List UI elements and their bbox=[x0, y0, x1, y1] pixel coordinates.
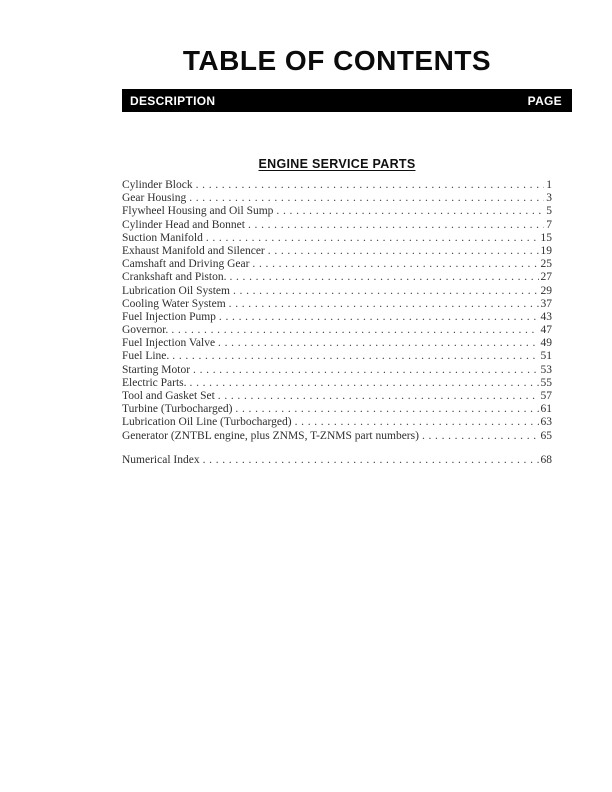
toc-entry bbox=[122, 403, 552, 416]
toc-entry bbox=[122, 416, 552, 429]
dot-leader bbox=[169, 350, 538, 363]
toc-entry bbox=[122, 454, 552, 467]
toc-entry-page: 68 bbox=[540, 453, 552, 466]
dot-leader bbox=[168, 324, 538, 337]
toc-entry-page: 37 bbox=[540, 297, 552, 310]
dot-leader bbox=[215, 337, 538, 350]
dot-leader bbox=[193, 179, 545, 192]
toc-entry-label: Lubrication Oil Line (Turbocharged) bbox=[122, 416, 292, 429]
toc-entry bbox=[122, 271, 552, 284]
toc-entry bbox=[122, 245, 552, 258]
toc-entry-label: Lubrication Oil System bbox=[122, 284, 230, 297]
toc-entry-page: 27 bbox=[540, 271, 552, 284]
toc-entry-label: Tool and Gasket Set bbox=[122, 390, 215, 402]
toc-entry-label: Cylinder Head and Bonnet bbox=[122, 218, 245, 231]
toc-entry-label: Governor. bbox=[122, 324, 169, 337]
toc-entry bbox=[122, 337, 552, 350]
toc-entry-page: 63 bbox=[540, 416, 552, 429]
toc-entry bbox=[122, 364, 552, 377]
toc-entry bbox=[122, 205, 552, 218]
toc-entry bbox=[122, 377, 552, 390]
toc-entry-page: 29 bbox=[540, 284, 552, 297]
dot-leader bbox=[226, 271, 538, 284]
toc-entry-page: 55 bbox=[540, 376, 552, 389]
toc-entry-label: Electric Parts. bbox=[122, 376, 187, 389]
toc-entry bbox=[122, 219, 552, 232]
dot-leader bbox=[200, 454, 539, 467]
dot-leader bbox=[226, 298, 539, 311]
dot-leader bbox=[186, 192, 544, 205]
toc-entry-label: Cooling Water System bbox=[122, 297, 226, 310]
dot-leader bbox=[190, 364, 538, 377]
toc-entry bbox=[122, 430, 552, 443]
toc-entry-page: 25 bbox=[540, 258, 552, 271]
toc-entry-page: 5 bbox=[546, 205, 552, 218]
dot-leader bbox=[419, 430, 539, 443]
description-column-header: DESCRIPTION bbox=[130, 93, 216, 108]
dot-leader bbox=[203, 232, 539, 245]
page-title: TABLE OF CONTENTS bbox=[182, 45, 492, 76]
toc-entry-label: Suction Manifold bbox=[122, 231, 203, 244]
dot-leader bbox=[245, 219, 544, 232]
toc-entry-label: Gear Housing bbox=[122, 192, 187, 205]
toc-entry bbox=[122, 258, 552, 271]
toc-entry-page: 47 bbox=[540, 324, 552, 337]
toc-entry-label: Starting Motor bbox=[122, 363, 191, 376]
toc-entry-label: Cylinder Block bbox=[122, 179, 193, 191]
toc-entry-page: 49 bbox=[540, 337, 552, 350]
toc-entry-page: 61 bbox=[540, 403, 552, 416]
toc-list bbox=[122, 179, 552, 443]
toc-entry-label: Fuel Injection Valve bbox=[122, 337, 216, 350]
page-column-header: PAGE bbox=[527, 93, 562, 108]
toc-entry bbox=[122, 232, 552, 245]
toc-entry-label: Exhaust Manifold and Silencer bbox=[122, 244, 265, 257]
toc-entry bbox=[122, 179, 552, 192]
toc-entry-label: Numerical Index bbox=[122, 453, 200, 466]
toc-entry-label: Camshaft and Driving Gear bbox=[122, 258, 250, 271]
toc-entry-label: Crankshaft and Piston. bbox=[122, 271, 227, 284]
description-page-header-bar bbox=[122, 89, 572, 112]
numerical-index-block bbox=[122, 454, 552, 467]
toc-entry bbox=[122, 285, 552, 298]
toc-entry-page: 43 bbox=[540, 310, 552, 323]
toc-entry-page: 19 bbox=[540, 244, 552, 257]
toc-entry-page: 65 bbox=[540, 429, 552, 442]
dot-leader bbox=[292, 416, 539, 429]
toc-entry-page: 1 bbox=[546, 179, 552, 191]
dot-leader bbox=[249, 258, 538, 271]
dot-leader bbox=[216, 311, 539, 324]
toc-entry-label: Fuel Line. bbox=[122, 350, 170, 363]
section-heading: ENGINE SERVICE PARTS bbox=[258, 157, 416, 171]
dot-leader bbox=[187, 377, 539, 390]
toc-entry bbox=[122, 350, 552, 363]
toc-entry-label: Turbine (Turbocharged) bbox=[122, 403, 233, 416]
toc-entry-page: 15 bbox=[540, 231, 552, 244]
dot-leader bbox=[273, 205, 544, 218]
dot-leader bbox=[230, 285, 539, 298]
toc-entry bbox=[122, 298, 552, 311]
toc-entry bbox=[122, 311, 552, 324]
dot-leader bbox=[232, 403, 538, 416]
toc-entry bbox=[122, 324, 552, 337]
toc-entry-label: Fuel Injection Pump bbox=[122, 310, 216, 323]
content-column bbox=[122, 0, 572, 467]
dot-leader bbox=[265, 245, 539, 258]
toc-entry-label: Generator (ZNTBL engine, plus ZNMS, T-ZNMS part numbers) bbox=[122, 429, 419, 442]
toc-entry-page: 57 bbox=[540, 390, 552, 402]
dot-leader bbox=[215, 390, 539, 403]
toc-entry-page: 7 bbox=[546, 218, 552, 231]
toc-entry bbox=[122, 390, 552, 403]
toc-entry-page: 3 bbox=[546, 192, 552, 205]
toc-entry-page: 51 bbox=[540, 350, 552, 363]
toc-entry-page: 53 bbox=[540, 363, 552, 376]
toc-entry-label: Flywheel Housing and Oil Sump bbox=[122, 205, 274, 218]
toc-entry bbox=[122, 192, 552, 205]
